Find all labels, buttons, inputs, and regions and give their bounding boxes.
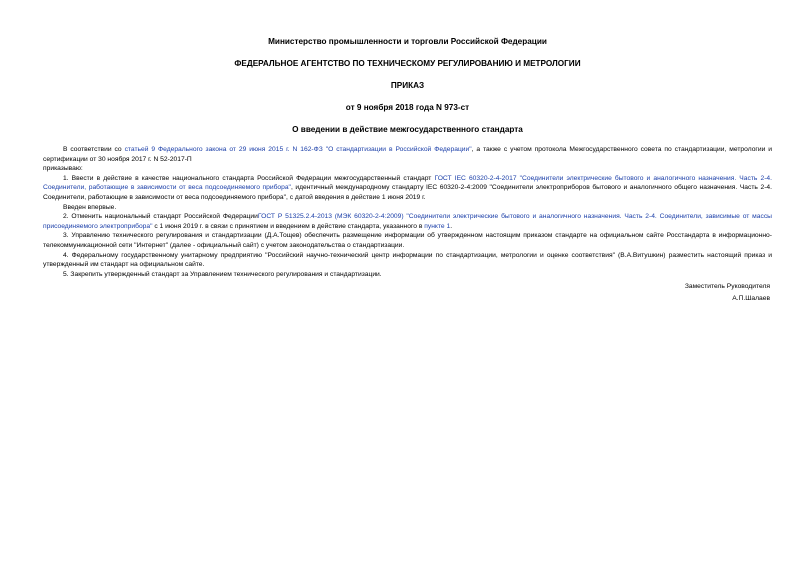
item-1-paragraph xyxy=(43,174,772,203)
item-4-paragraph: 4. Федеральному государственному унитарному предприятию "Российский научно-технический центр информации по стандартизации, метрологии и оценке соответствия" (В.А.Витушкин) разместить настоящий приказ и утвержденный им стандарт на официальном сайте. xyxy=(43,251,772,269)
item-2-text-2: с 1 июня 2019 г. в связи с принятием и введением в действие стандарта, указанного в xyxy=(152,222,425,230)
item-2-text-1: 2. Отменить национальный стандарт Российской Федерации xyxy=(63,213,258,221)
item-1-text-2: , идентичный международному стандарту IEC 60320-2-4:2009 "Соединители электроприборов бытового и аналогичного общего назначения. Часть 2-4. Соединители, работающие в зависимости от веса подсоединяемого прибора", с датой введения в действие 1 июня 2019 г. xyxy=(43,184,772,201)
signature-block xyxy=(43,281,772,305)
ministry-heading: Министерство промышленности и торговли Российской Федерации xyxy=(268,37,547,46)
federal-law-link[interactable]: статьей 9 Федерального закона от 29 июня 2015 г. N 162-ФЗ "О стандартизации в Российской Федерации" xyxy=(124,146,472,153)
item-5-paragraph: 5. Закрепить утвержденный стандарт за Управлением технического регулирования и стандартизации. xyxy=(63,270,382,278)
document-body xyxy=(43,145,772,279)
item-1-text-1: 1. Ввести в действие в качестве национального стандарта Российской Федерации межгосударственный стандарт xyxy=(63,174,435,182)
first-time-paragraph: Введен впервые. xyxy=(63,203,117,211)
gost-r-link[interactable]: ГОСТ Р 51325.2.4-2013 (МЭК 60320-2-4:2009) "Соединители электрические бытового и аналогичного назначения. Часть 2-4. Соединители, зависимые от массы присоединяемого электроприбора" xyxy=(43,213,772,230)
preamble-paragraph xyxy=(43,145,772,164)
clause-1-link[interactable]: пункте 1 xyxy=(424,222,451,230)
document-subject-heading: О введении в действие межгосударственного стандарта xyxy=(292,125,523,134)
signatory-title: Заместитель Руководителя xyxy=(684,283,770,291)
orders-paragraph: приказываю: xyxy=(43,165,83,173)
agency-heading: ФЕДЕРАЛЬНОЕ АГЕНТСТВО ПО ТЕХНИЧЕСКОМУ РЕГУЛИРОВАНИЮ И МЕТРОЛОГИИ xyxy=(234,59,581,68)
item-2-text-3: . xyxy=(450,222,453,230)
preamble-text-1: В соответствии со xyxy=(63,146,125,153)
document-date-heading: от 9 ноября 2018 года N 973-ст xyxy=(345,103,470,112)
gost-iec-link[interactable]: ГОСТ IEC 60320-2-4-2017 "Соединители электрические бытового и аналогичного назначения. Часть 2-4. Соединители, работающие в зависимости от веса подсоединяемого прибора" xyxy=(43,174,772,192)
item-3-paragraph: 3. Управлению технического регулирования и стандартизации (Д.А.Тощев) обеспечить размещение информации об утвержденном настоящим приказом стандарте на официальном сайте Росстандарта в информационно-телекоммуникационной сети "Интернет" (далее - официальный сайт) с учетом законодательства о стандартизации. xyxy=(43,232,772,249)
preamble-text-2: , а также с учетом протокола Межгосударственного совета по стандартизации, метрологии и сертификации от 30 ноября 2017 г. N 52-2017-П xyxy=(43,146,772,163)
item-2-paragraph xyxy=(43,212,772,231)
document-type-heading: ПРИКАЗ xyxy=(390,81,425,90)
signatory-name: А.П.Шалаев xyxy=(732,295,770,303)
